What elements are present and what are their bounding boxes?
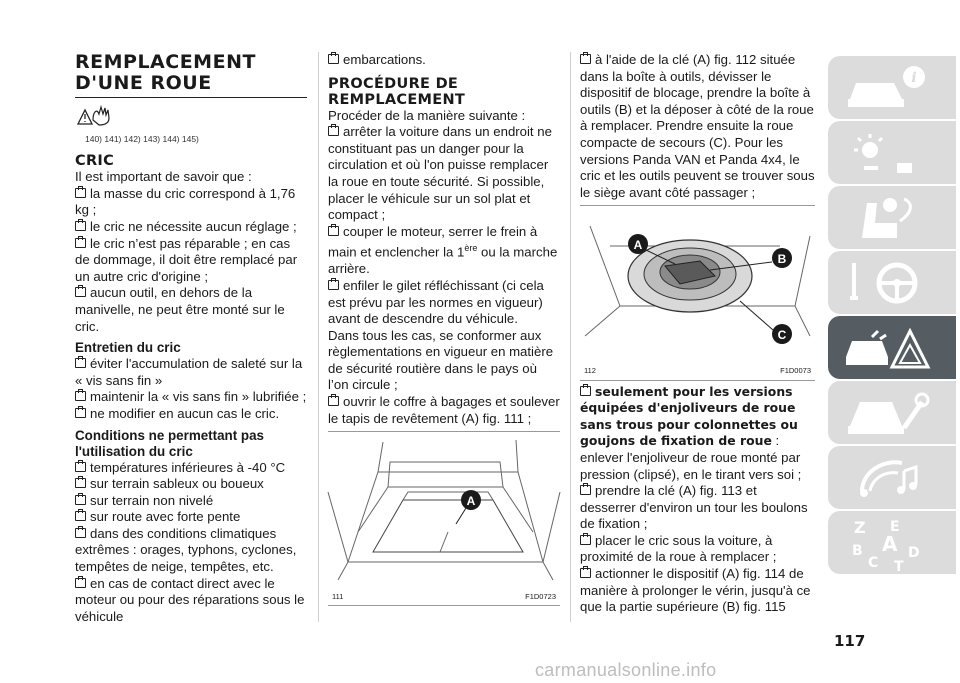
bullet-icon (75, 462, 86, 472)
list-item: ouvrir le coffre à bagages et soulever le tapis de revêtement (A) fig. 111 ; (328, 394, 560, 426)
conditions-heading: Conditions ne permettant pas l'utilisation du cric (75, 427, 264, 459)
bullet-icon (328, 396, 339, 406)
figure-112 (580, 205, 815, 380)
bullet-icon (580, 386, 591, 396)
bullet-icon (75, 391, 86, 401)
tab-maintenance[interactable] (828, 381, 956, 444)
bullet-icon (75, 221, 86, 231)
tab-emergency[interactable] (828, 316, 956, 379)
svg-text:E: E (890, 519, 900, 535)
tab-dashboard[interactable] (828, 121, 956, 184)
svg-text:A: A (466, 494, 476, 509)
bullet-icon (328, 226, 339, 236)
list-item: embarcations. (328, 52, 560, 69)
bullet-icon (75, 511, 86, 521)
list-item: la masse du cric correspond à 1,76 kg ; (75, 185, 296, 218)
bullet-icon (328, 126, 339, 136)
list-item: sur terrain sableux ou boueux (75, 476, 307, 493)
column-3 (580, 52, 815, 616)
list-item: actionner le dispositif (A) fig. 114 de manière à prolonger le vérin, jusqu'à ce que la partie supérieure (B) fig. 115 (580, 566, 811, 615)
airbag-seat-icon (842, 193, 932, 243)
figure-number: 112 (584, 365, 596, 375)
list-item: éviter l'accumulation de saleté sur la « vis sans fin » (75, 356, 303, 388)
list-item: couper le moteur, serrer le frein à main et enclencher la 1ère ou la marche arrière. (328, 223, 558, 277)
svg-text:C: C (777, 328, 787, 343)
cric-heading: CRIC (75, 153, 115, 170)
warning-refs: 140) 141) 142) 143) 144) 145) (75, 104, 307, 147)
service-tools-icon (842, 388, 932, 438)
figure-code: F1D0723 (525, 591, 556, 601)
trunk-mat-illustration (328, 432, 560, 582)
tab-multimedia[interactable] (828, 446, 956, 509)
bullet-icon (75, 188, 86, 198)
column-divider (318, 52, 319, 622)
tab-safety[interactable] (828, 186, 956, 249)
bullet-icon (328, 54, 339, 64)
list-item: sur route avec forte pente (75, 509, 307, 526)
svg-text:T: T (894, 559, 904, 575)
list-item: en cas de contact direct avec le moteur ou pour des réparations sous le véhicule (75, 575, 305, 624)
column-1: REMPLACEMENT D'UNE ROUE 140) 141) 142) 143) 144) 145) CRIC Il est important de savoir que : la masse du cric correspond à 1,76 kg ; le cric ne nécessite aucun réglage ; le cric n’est pas réparable ; en cas de dommage, il doit être remplacé par un autre cric d'origine ; aucun outil, en dehors de la manivelle, ne peut être monté sur le cric. Entretien du cric éviter l'accumulation de saleté sur la « vis sans fin » maintenir la « vis sans fin » lubrifiée ; ne modifier en aucun cas le cric. Conditions ne permettant pas l'utilisation du cric températures inférieures à -40 °C sur terrain sableux ou boueux sur terrain non nivelé sur route avec forte pente dans des conditions climatiques extrêmes : orages, typhons, cyclones, tempêtes de neige, tempêtes, etc. en cas de contact direct avec le moteur ou pour des réparations sous le véhicule (75, 51, 307, 624)
svg-text:D: D (908, 545, 920, 561)
list-item: aucun outil, en dehors de la manivelle, ne peut être monté sur le cric. (75, 285, 285, 334)
bullet-icon (75, 578, 86, 588)
list-item: enfiler le gilet réfléchissant (ci cela est prévu par les normes en vigueur) avant de descendre du véhicule. (328, 277, 544, 327)
svg-text:i: i (911, 70, 917, 86)
tab-starting-driving[interactable] (828, 251, 956, 314)
procedure-heading: PROCÉDURE DE REMPLACEMENT (328, 75, 466, 108)
list-item: sur terrain non nivelé (75, 493, 307, 510)
bullet-icon (580, 485, 591, 495)
tab-index[interactable] (828, 511, 956, 574)
figure-111 (328, 431, 560, 606)
watermark: carmanualsonline.info (535, 660, 717, 680)
hazard-warning-icon (842, 323, 932, 373)
list-item: à l'aide de la clé (A) fig. 112 située dans la boîte à outils, dévisser le dispositif de blocage, prendre la boîte à outils (B) et la déposer à côté de la roue à remplacer. Prendre ensuite la roue compacte de secours (C). Pour les versions Panda VAN et Panda 4x4, le cric et les outils peuvent se trouver sous le siège avant côté passager ; (580, 52, 815, 200)
list-item: arrêter la voiture dans un endroit ne constituant pas un danger pour la circulation et où l'on puisse remplacer la roue en toute sécurité. Si possible, placer le véhicule sur un sol plat et compact ; (328, 124, 552, 223)
list-item: ne modifier en aucun cas le cric. (75, 406, 307, 423)
svg-text:A: A (633, 238, 643, 253)
svg-text:C: C (868, 555, 879, 571)
bullet-icon (75, 238, 86, 248)
bullet-icon (75, 478, 86, 488)
bullet-icon (75, 358, 86, 368)
svg-text:A: A (882, 532, 898, 556)
tab-getting-to-know[interactable] (828, 56, 956, 119)
bullet-icon (75, 287, 86, 297)
multimedia-icon (842, 453, 932, 503)
spare-wheel-illustration (580, 206, 815, 356)
figure-number: 111 (332, 591, 344, 601)
bullet-icon (580, 54, 591, 64)
bullet-icon (328, 280, 339, 290)
page-title: REMPLACEMENT D'UNE ROUE (75, 52, 307, 98)
list-item: dans des conditions climatiques extrêmes : orages, typhons, cyclones, tempêtes de neige, tempêtes, etc. (75, 525, 297, 575)
figure-code: F1D0073 (780, 365, 811, 375)
bullet-icon (75, 528, 86, 538)
list-item: le cric n’est pas réparable ; en cas de dommage, il doit être remplacé par un autre cric d'origine ; (75, 235, 298, 284)
index-letters-icon (842, 515, 932, 575)
page-number: 117 (834, 632, 866, 650)
svg-text:B: B (777, 252, 787, 267)
dashboard-lights-icon (842, 128, 932, 178)
list-item: placer le cric sous la voiture, à proximité de la roue à remplacer ; (580, 532, 777, 565)
svg-text:B: B (852, 543, 863, 559)
car-info-icon (842, 63, 932, 113)
list-item: seulement pour les versions équipées d'enjoliveurs de roue sans trous pour colonnettes ou goujons de fixation de roue : enlever l'enjoliveur de roue monté par pression (clipsé), en le tirant vers soi ; (580, 383, 802, 482)
bullet-icon (580, 568, 591, 578)
svg-text:Z: Z (854, 518, 866, 537)
list-item: prendre la clé (A) fig. 113 et desserrer d'environ un tour les boulons de fixation ; (580, 483, 808, 532)
entretien-heading: Entretien du cric (75, 340, 181, 356)
list-item: le cric ne nécessite aucun réglage ; (75, 219, 307, 236)
list-item: températures inférieures à -40 °C (75, 460, 307, 477)
column-2: embarcations. PROCÉDURE DE REMPLACEMENT Procéder de la manière suivante : arrêter la voiture dans un endroit ne constituant pas un danger pour la circulation et où l'on puisse remplacer la roue en toute sécurité. Si possible, placer le véhicule sur un sol plat et compact ; couper le moteur, serrer le frein à main et enclencher la 1ère ou la marche arrière. enfiler le gilet réfléchissant (ci cela est prévu par les normes en vigueur) avant de descendre du véhicule. Dans tous les cas, se conformer aux règlementations en vigueur en matière de sécurité routière dans le pays où l’on circule ; ouvrir le coffre à bagages et soulever le tapis de revêtement (A) fig. 111 ; A 111 F1D0723 (328, 52, 560, 606)
warning-hand-icon (75, 104, 123, 126)
bullet-icon (580, 535, 591, 545)
steering-key-icon (842, 258, 932, 308)
bullet-icon (75, 408, 86, 418)
column-divider (570, 52, 571, 622)
list-item: maintenir la « vis sans fin » lubrifiée ; (75, 389, 307, 406)
bullet-icon (75, 495, 86, 505)
